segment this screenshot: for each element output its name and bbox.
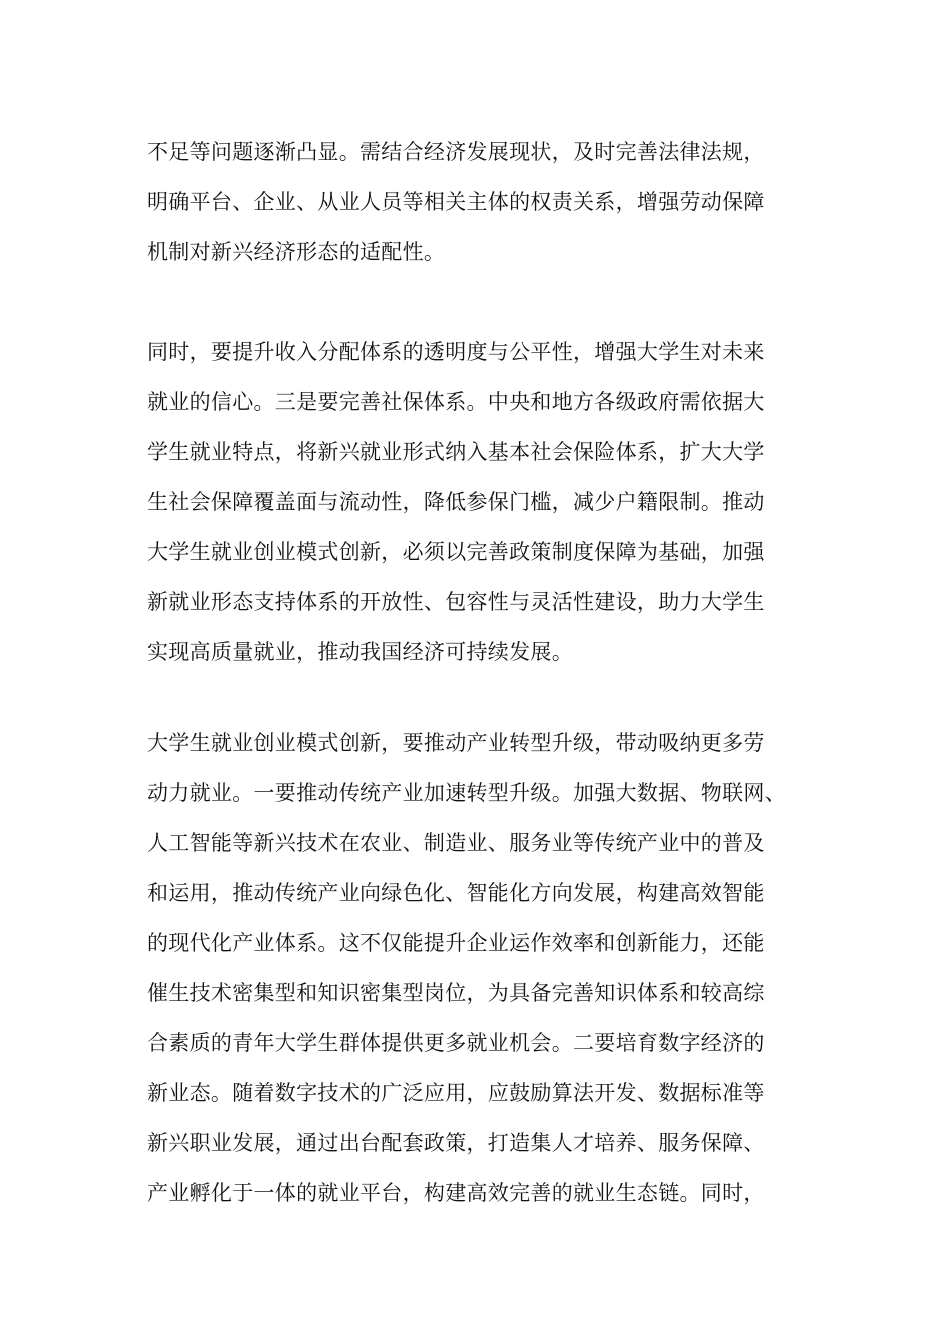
text-line: 新就业形态支持体系的开放性、包容性与灵活性建设，助力大学生	[147, 590, 765, 614]
text-line: 同时，要提升收入分配体系的透明度与公平性，增强大学生对未来	[147, 340, 765, 364]
text-line: 就业的信心。三是要完善社保体系。中央和地方各级政府需依据大	[147, 390, 765, 414]
paragraph	[147, 718, 786, 1218]
text-line: 不足等问题逐渐凸显。需结合经济发展现状，及时完善法律法规，	[147, 140, 765, 164]
text-line: 大学生就业创业模式创新，要推动产业转型升级，带动吸纳更多劳	[147, 731, 765, 755]
paragraph	[147, 327, 765, 677]
text-line: 合素质的青年大学生群体提供更多就业机会。二要培育数字经济的	[147, 1031, 765, 1055]
text-line: 新业态。随着数字技术的广泛应用，应鼓励算法开发、数据标准等	[147, 1081, 765, 1105]
text-line: 生社会保障覆盖面与流动性，降低参保门槛，减少户籍限制。推动	[147, 490, 765, 514]
text-line: 大学生就业创业模式创新，必须以完善政策制度保障为基础，加强	[147, 540, 765, 564]
paragraph	[147, 127, 765, 277]
text-line: 产业孵化于一体的就业平台，构建高效完善的就业生态链。同时，	[147, 1181, 765, 1205]
text-line: 人工智能等新兴技术在农业、制造业、服务业等传统产业中的普及	[147, 831, 765, 855]
text-line: 和运用，推动传统产业向绿色化、智能化方向发展，构建高效智能	[147, 881, 765, 905]
text-line: 动力就业。一要推动传统产业加速转型升级。加强大数据、物联网、	[147, 781, 786, 805]
text-line: 新兴职业发展，通过出台配套政策，打造集人才培养、服务保障、	[147, 1131, 765, 1155]
text-line: 机制对新兴经济形态的适配性。	[147, 240, 446, 264]
text-line: 明确平台、企业、从业人员等相关主体的权责关系，增强劳动保障	[147, 190, 765, 214]
text-line: 实现高质量就业，推动我国经济可持续发展。	[147, 640, 573, 664]
text-line: 的现代化产业体系。这不仅能提升企业运作效率和创新能力，还能	[147, 931, 765, 955]
text-line: 催生技术密集型和知识密集型岗位，为具备完善知识体系和较高综	[147, 981, 765, 1005]
text-line: 学生就业特点，将新兴就业形式纳入基本社会保险体系，扩大大学	[147, 440, 765, 464]
